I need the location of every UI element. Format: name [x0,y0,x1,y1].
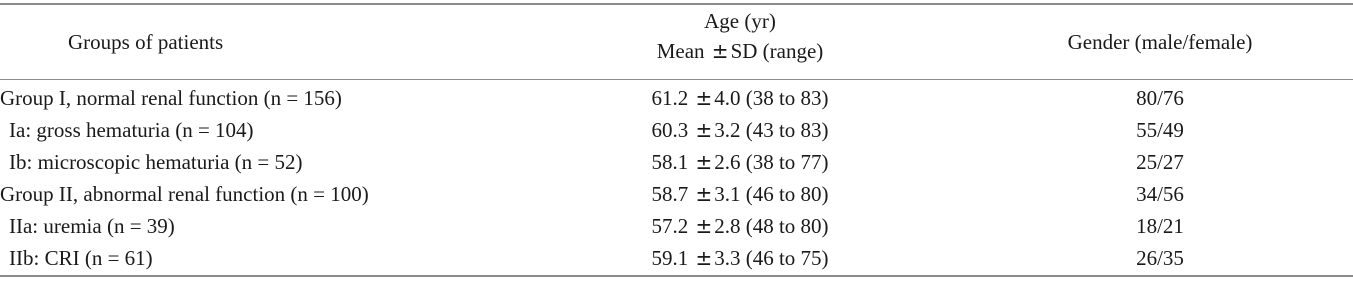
plus-minus-symbol: ± [695,118,713,142]
cell-group: Group II, abnormal renal function (n = 100) [0,182,369,206]
header-age-sd-range: SD (range) [730,39,824,63]
header-age [560,6,920,66]
cell-age-sd-range: 2.8 (48 to 80) [714,214,829,238]
table-row [0,178,1353,210]
cell-gender: 34/56 [1136,182,1184,206]
cell-age-mean: 58.7 [651,182,689,206]
cell-age-sd-range: 2.6 (38 to 77) [714,150,829,174]
cell-age-mean: 61.2 [651,86,689,110]
cell-group: IIb: CRI (n = 61) [9,246,153,270]
table-header-rule [0,79,1353,80]
plus-minus-symbol: ± [711,39,729,63]
plus-minus-symbol: ± [695,86,713,110]
header-age-line1: Age (yr) [704,9,776,33]
plus-minus-symbol: ± [695,150,713,174]
header-gender: Gender (male/female) [1067,30,1253,54]
cell-age-sd-range: 3.3 (46 to 75) [714,246,829,270]
plus-minus-symbol: ± [695,246,713,270]
header-groups-of-patients: Groups of patients [68,30,224,54]
cell-age [560,114,920,146]
header-age-mean: Mean [656,39,705,63]
table-row [0,242,1353,274]
cell-age-mean: 59.1 [651,246,689,270]
cell-group: Group I, normal renal function (n = 156) [0,86,342,110]
cell-age-sd-range: 3.2 (43 to 83) [714,118,829,142]
header-age-line2 [560,36,920,66]
cell-age-mean: 58.1 [651,150,689,174]
cell-age [560,242,920,274]
cell-gender: 55/49 [1136,118,1184,142]
cell-age [560,178,920,210]
cell-gender: 18/21 [1136,214,1184,238]
cell-group: Ia: gross hematuria (n = 104) [9,118,254,142]
cell-age-mean: 60.3 [651,118,689,142]
table-top-rule [0,3,1353,5]
cell-age [560,210,920,242]
table-row [0,114,1353,146]
cell-age-sd-range: 4.0 (38 to 83) [714,86,829,110]
cell-group: IIa: uremia (n = 39) [9,214,175,238]
table-row [0,210,1353,242]
cell-age [560,146,920,178]
cell-gender: 25/27 [1136,150,1184,174]
cell-gender: 80/76 [1136,86,1184,110]
table-body [0,82,1353,274]
table-bottom-rule [0,275,1353,277]
cell-gender: 26/35 [1136,246,1184,270]
cell-age-sd-range: 3.1 (46 to 80) [714,182,829,206]
plus-minus-symbol: ± [695,182,713,206]
table-row [0,146,1353,178]
plus-minus-symbol: ± [695,214,713,238]
cell-age [560,82,920,114]
table-row [0,82,1353,114]
cell-group: Ib: microscopic hematuria (n = 52) [9,150,303,174]
cell-age-mean: 57.2 [651,214,689,238]
